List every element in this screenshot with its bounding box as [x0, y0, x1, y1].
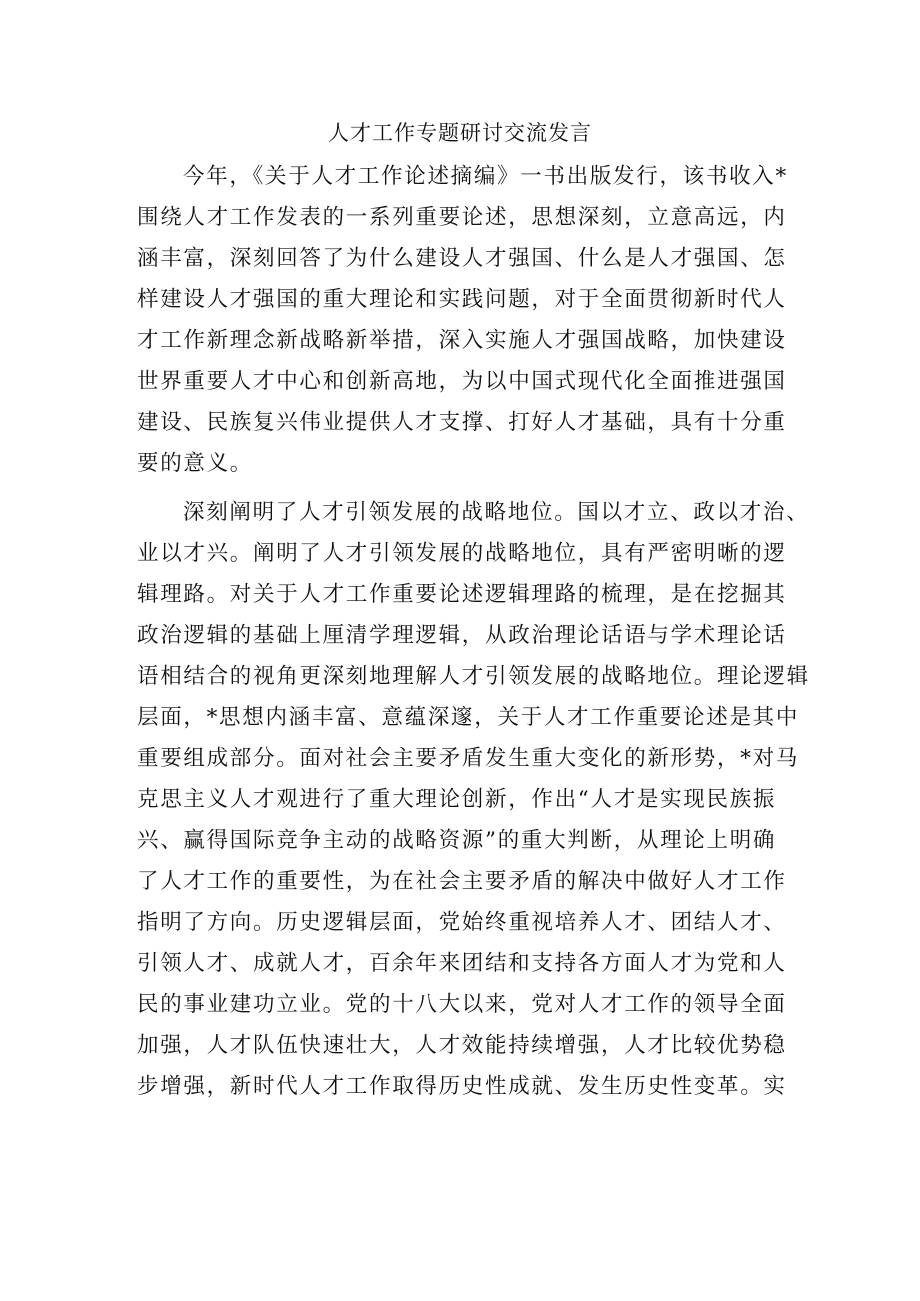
paragraph-line: 政治逻辑的基础上厘清学理逻辑，从政治理论话语与学术理论话 — [137, 623, 787, 648]
paragraph-line: 克思主义人才观进行了重大理论创新，作出“人才是实现民族振 — [137, 787, 777, 812]
paragraph-line: 层面，*思想内涵丰富、意蕴深邃，关于人才工作重要论述是其中 — [137, 705, 800, 730]
paragraph-line: 加强，人才队伍快速壮大，人才效能持续增强，人才比较优势稳 — [137, 1033, 787, 1058]
document-body — [137, 156, 810, 1107]
paragraph-line: 才工作新理念新战略新举措，深入实施人才强国战略，加快建设 — [137, 328, 787, 353]
paragraph-line: 重要组成部分。面对社会主要矛盾发生重大变化的新形势，*对马 — [137, 746, 800, 771]
paragraph-line: 围绕人才工作发表的一系列重要论述，思想深刻，立意高远，内 — [137, 205, 787, 230]
paragraph-2 — [137, 492, 810, 1107]
paragraph-line: 民的事业建功立业。党的十八大以来，党对人才工作的领导全面 — [137, 992, 787, 1017]
paragraph-line: 要的意义。 — [137, 451, 254, 476]
paragraph-line: 业以才兴。阐明了人才引领发展的战略地位，具有严密明晰的逻 — [137, 541, 787, 566]
paragraph-line: 今年，《关于人才工作论述摘编》一书出版发行，该书收入* — [183, 164, 788, 189]
paragraph-1 — [137, 156, 797, 484]
paragraph-line: 步增强，新时代人才工作取得历史性成就、发生历史性变革。实 — [137, 1074, 787, 1099]
paragraph-line: 指明了方向。历史逻辑层面，党始终重视培养人才、团结人才、 — [137, 910, 787, 935]
paragraph-line: 世界重要人才中心和创新高地，为以中国式现代化全面推进强国 — [137, 369, 787, 394]
paragraph-line: 兴、赢得国际竞争主动的战略资源”的重大判断，从理论上明确 — [137, 828, 777, 853]
paragraph-line: 涵丰富，深刻回答了为什么建设人才强国、什么是人才强国、怎 — [137, 246, 787, 271]
paragraph-line: 语相结合的视角更深刻地理解人才引领发展的战略地位。理论逻辑 — [137, 664, 810, 689]
paragraph-line: 辑理路。对关于人才工作重要论述逻辑理路的梳理，是在挖掘其 — [137, 582, 787, 607]
paragraph-line: 引领人才、成就人才，百余年来团结和支持各方面人才为党和人 — [137, 951, 787, 976]
paragraph-line: 建设、民族复兴伟业提供人才支撑、打好人才基础，具有十分重 — [137, 410, 787, 435]
paragraph-line: 了人才工作的重要性，为在社会主要矛盾的解决中做好人才工作 — [137, 869, 787, 894]
document-title: 人才工作专题研讨交流发言 — [328, 121, 592, 145]
paragraph-line: 样建设人才强国的重大理论和实践问题，对于全面贯彻新时代人 — [137, 287, 787, 312]
paragraph-line: 深刻阐明了人才引领发展的战略地位。国以才立、政以才治、 — [183, 500, 810, 525]
